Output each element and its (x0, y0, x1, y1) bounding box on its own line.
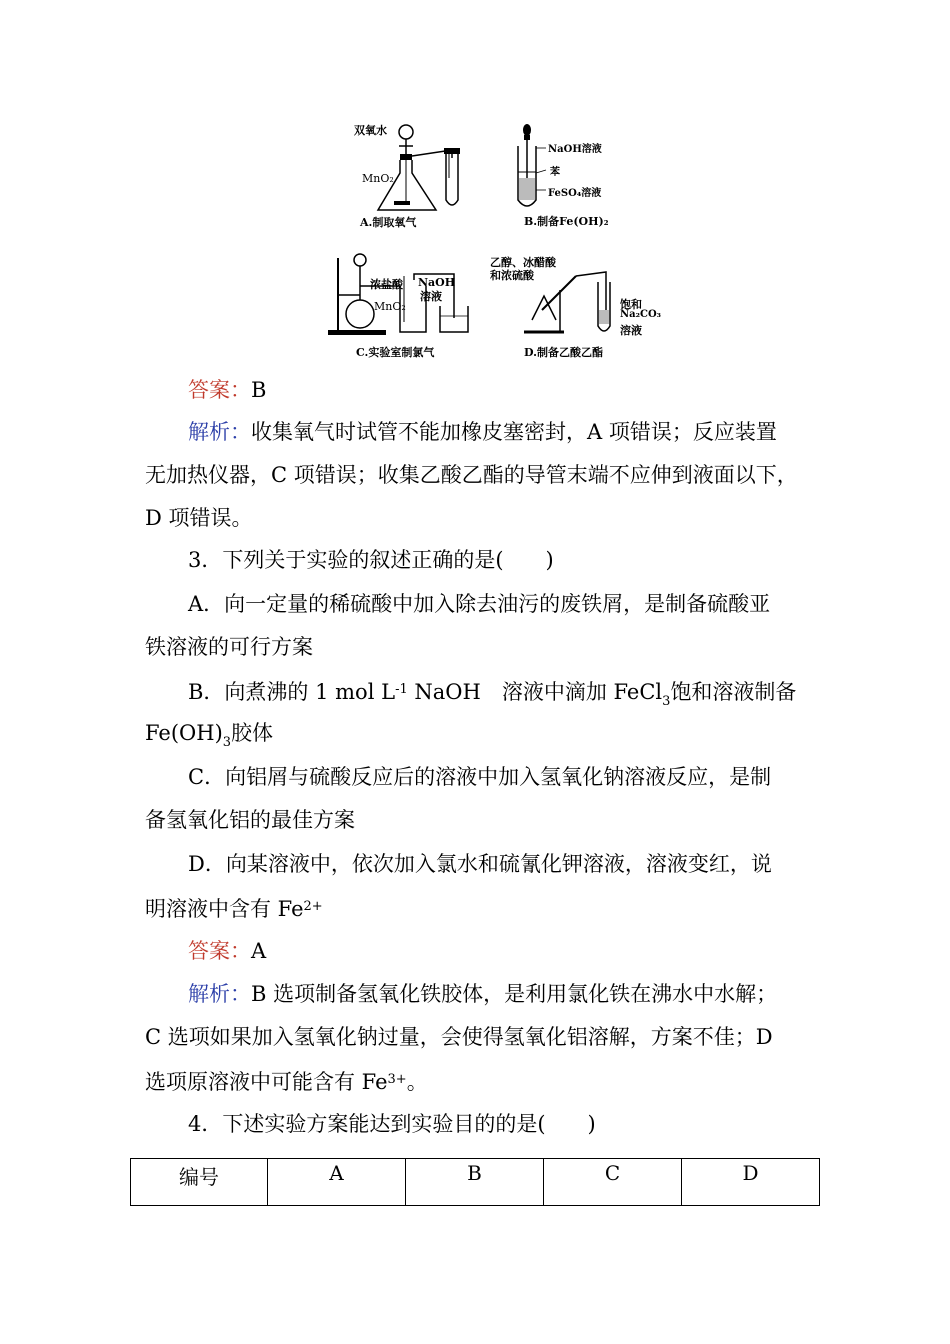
table-header-cell: 编号 (131, 1159, 268, 1206)
q3-option-a-1: A．向一定量的稀硫酸中加入除去油污的废铁屑，是制备硫酸亚 (188, 592, 771, 616)
table-header-cell: B (406, 1159, 544, 1206)
figure-d-label-3: 饱和 (620, 298, 642, 311)
q3-analysis-3-sup: 3+ (387, 1072, 407, 1087)
q3-option-d-1: D．向某溶液中，依次加入氯水和硫氰化钾溶液，溶液变红，说 (188, 852, 772, 876)
figure-d-caption: D.制备乙酸乙酯 (524, 346, 603, 359)
figure-b-caption: B.制备Fe(OH)₂ (524, 215, 609, 228)
q3-option-c-2: 备氢氧化铝的最佳方案 (145, 808, 355, 832)
q3-analysis-1: B 选项制备氢氧化铁胶体，是利用氯化铁在沸水中水解； (251, 982, 778, 1006)
figure-b-label-2: 苯 (550, 167, 560, 178)
q4-stem: 4．下述实验方案能达到实验目的的是( ) (188, 1112, 596, 1136)
figure-d-label-5: 溶液 (620, 324, 642, 337)
q3-analysis-label: 解析： (188, 982, 251, 1006)
q3-analysis-2: C 选项如果加入氢氧化钠过量，会使得氢氧化铝溶解，方案不佳；D (145, 1025, 773, 1049)
q3-d2-text: 明溶液中含有 Fe (145, 897, 304, 921)
q3-b2-text-2: 胶体 (231, 721, 274, 745)
q3-d2-sup: 2+ (303, 899, 323, 914)
figure-d-label-4: Na₂CO₃ (620, 309, 662, 320)
q3-b-text-3: 饱和溶液制备 (670, 680, 797, 704)
q3-stem: 3．下列关于实验的叙述正确的是( ) (188, 548, 554, 572)
q3-b-unit: L (381, 680, 396, 704)
table-header-cell: D (682, 1159, 820, 1206)
figure-b-label-1: NaOH溶液 (548, 144, 602, 155)
figure-d-label-1: 乙醇、冰醋酸 (490, 256, 556, 269)
q3-b2-text-1: Fe(OH) (145, 721, 223, 745)
q2-analysis-3: D 项错误。 (145, 506, 253, 530)
q3-analysis-3-end: 。 (406, 1070, 428, 1094)
figure-d-label-2: 和浓硫酸 (490, 269, 534, 282)
figure-b-label-3: FeSO₄溶液 (548, 188, 602, 199)
q2-analysis-1: 收集氧气时试管不能加橡皮塞密封，A 项错误；反应装置 (251, 420, 777, 444)
q3-answer-label: 答案： (188, 939, 251, 963)
q2-analysis-2: 无加热仪器，C 项错误；收集乙酸乙酯的导管末端不应伸到液面以下， (145, 463, 798, 487)
q3-answer-line (188, 937, 266, 965)
q3-b-text-2: NaOH 溶液中滴加 FeCl (407, 680, 663, 704)
figure-c-label-4: 溶液 (420, 290, 442, 303)
figure-d (486, 250, 666, 362)
q2-answer-line (188, 376, 266, 404)
q2-analysis-label: 解析： (188, 420, 251, 444)
figure-a-label-reagent: 双氧水 (354, 124, 387, 137)
table-header-cell: C (544, 1159, 682, 1206)
figure-b (512, 118, 632, 233)
q3-analysis-3-text: 选项原溶液中可能含有 Fe (145, 1070, 388, 1094)
figure-c-label-1: 浓盐酸 (370, 278, 403, 291)
figure-a-caption: A.制取氧气 (360, 216, 417, 229)
q3-answer: A (251, 939, 267, 963)
q2-analysis-line-1 (188, 418, 777, 446)
q3-b-text-1: B．向煮沸的 1 mol (188, 680, 375, 704)
q3-b-exp: -1 (395, 682, 408, 697)
figure-c-label-2: MnO₂ (374, 300, 406, 313)
q3-b2-sub: 3 (222, 735, 232, 750)
q3-analysis-3 (145, 1066, 428, 1096)
q3-option-b-1 (188, 676, 796, 716)
q2-answer: B (251, 378, 267, 402)
q3-b-sub: 3 (662, 694, 671, 709)
table-header-cell: A (268, 1159, 406, 1206)
figure-a (350, 118, 480, 233)
q3-analysis-line-1 (188, 980, 777, 1008)
figure-c (326, 250, 496, 362)
q3-option-a-2: 铁溶液的可行方案 (145, 635, 313, 659)
q4-table (130, 1158, 820, 1206)
figure-c-label-3: NaOH (418, 276, 456, 289)
q3-option-d-2 (145, 893, 323, 923)
q2-answer-label: 答案： (188, 378, 251, 402)
q3-option-b-2 (145, 719, 273, 757)
figure-a-label-catalyst: MnO₂ (362, 172, 394, 185)
table-row (131, 1159, 820, 1206)
figure-c-caption: C.实验室制氯气 (356, 346, 435, 359)
q3-option-c-1: C．向铝屑与硫酸反应后的溶液中加入氢氧化钠溶液反应，是制 (188, 765, 772, 789)
